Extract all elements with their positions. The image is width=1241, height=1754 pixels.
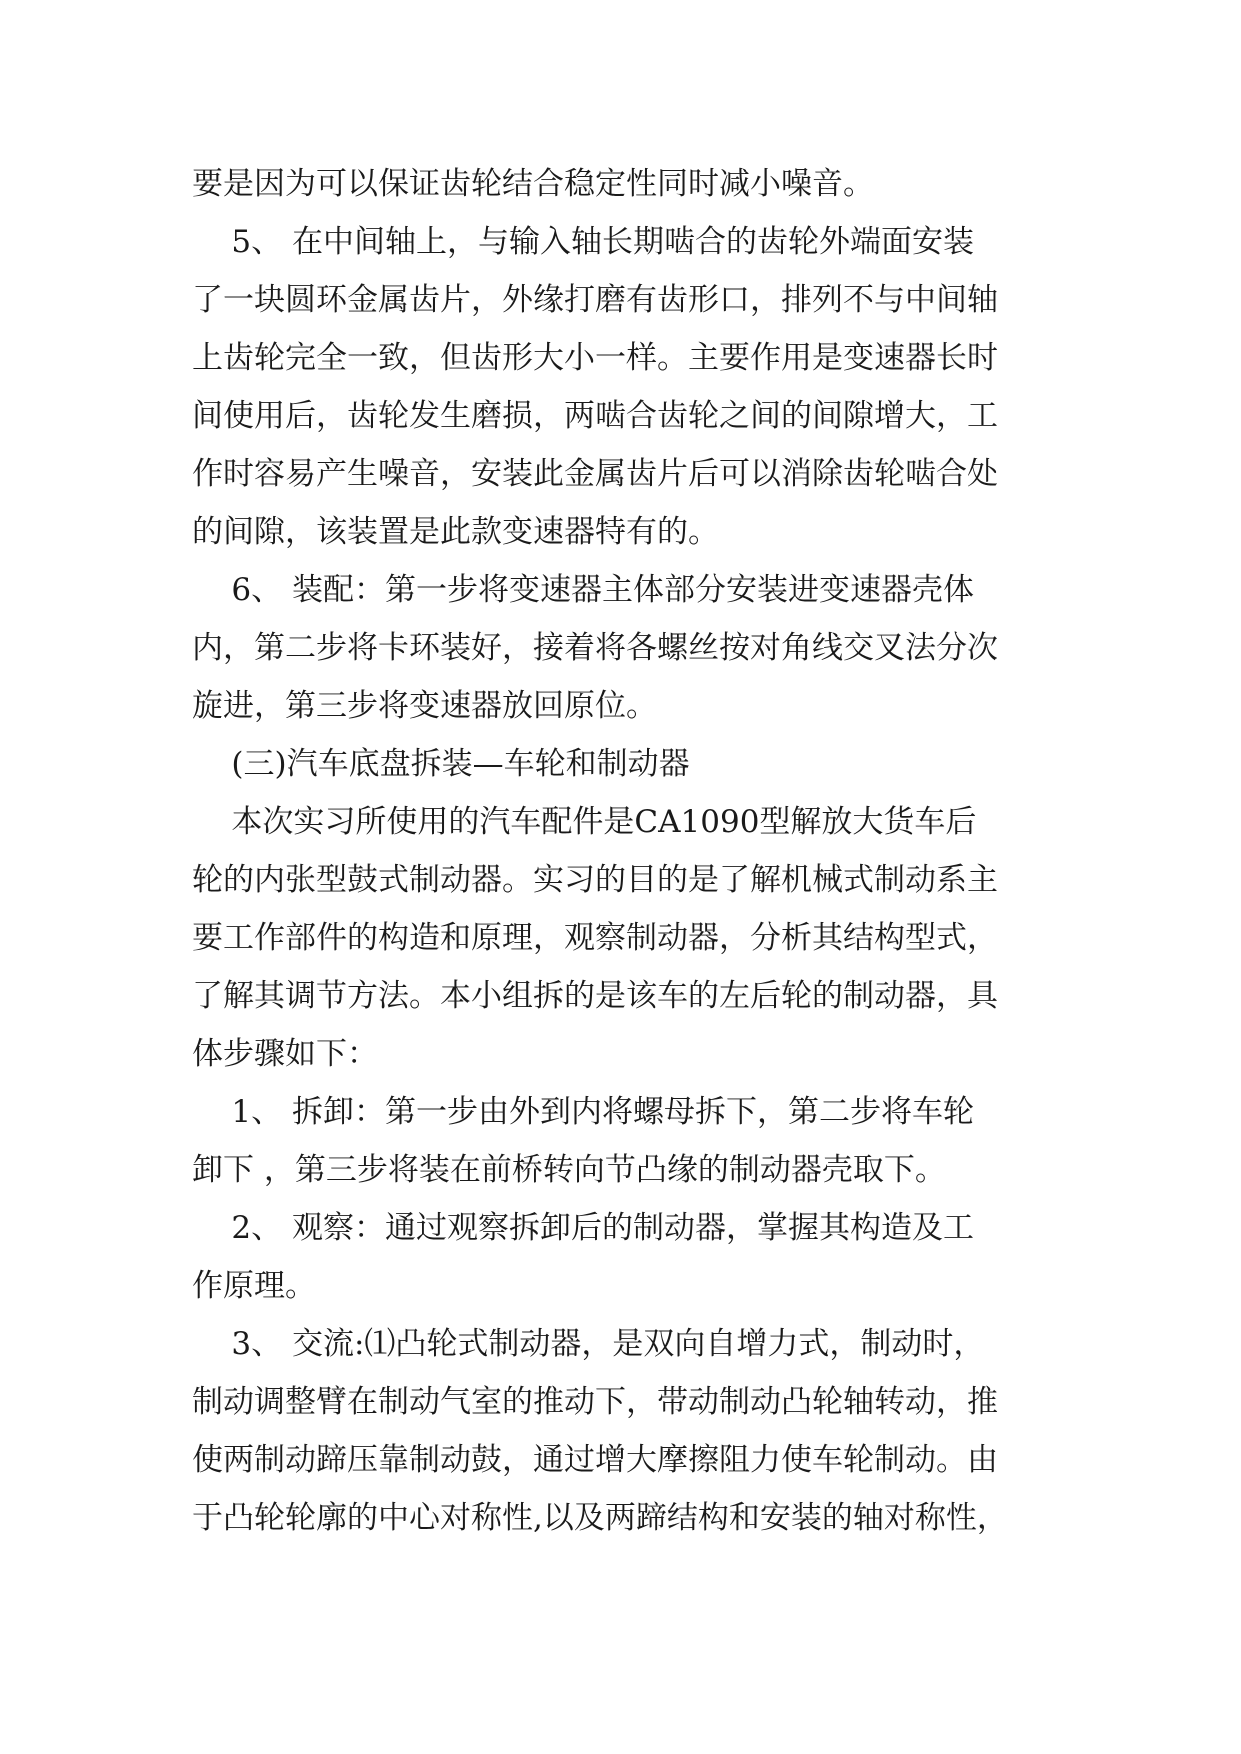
text-line: 1、 拆卸：第一步由外到内将螺母拆下，第二步将车轮 <box>192 1094 974 1130</box>
text-line: 卸下 ，第三步将装在前桥转向节凸缘的制动器壳取下。 <box>192 1152 946 1188</box>
text-line: 本次实习所使用的汽车配件是CA1090型解放大货车后 <box>192 804 977 840</box>
text-line: 的间隙，该装置是此款变速器特有的。 <box>192 514 719 550</box>
text-line: 制动调整臂在制动气室的推动下，带动制动凸轮轴转动，推 <box>192 1384 998 1420</box>
text-line: 间使用后，齿轮发生磨损，两啮合齿轮之间的间隙增大，工 <box>192 398 998 434</box>
text-line: 内，第二步将卡环装好，接着将各螺丝按对角线交叉法分次 <box>192 630 998 666</box>
text-line: 要是因为可以保证齿轮结合稳定性同时减小噪音。 <box>192 166 874 202</box>
text-line: 2、 观察：通过观察拆卸后的制动器，掌握其构造及工 <box>192 1210 974 1246</box>
text-line: 轮的内张型鼓式制动器。实习的目的是了解机械式制动系主 <box>192 862 998 898</box>
text-line: 了解其调节方法。本小组拆的是该车的左后轮的制动器，具 <box>192 978 998 1014</box>
text-line: 使两制动蹄压靠制动鼓，通过增大摩擦阻力使车轮制动。由 <box>192 1442 998 1478</box>
section-heading: (三)汽车底盘拆装—车轮和制动器 <box>192 746 690 782</box>
text-line: 上齿轮完全一致，但齿形大小一样。主要作用是变速器长时 <box>192 340 998 376</box>
document-body <box>192 155 1054 1547</box>
text-line: 作时容易产生噪音，安装此金属齿片后可以消除齿轮啮合处 <box>192 456 998 492</box>
text-line: 于凸轮轮廓的中心对称性,以及两蹄结构和安装的轴对称性， <box>192 1500 1008 1536</box>
text-line: 要工作部件的构造和原理，观察制动器，分析其结构型式， <box>192 920 998 956</box>
text-line: 5、 在中间轴上，与输入轴长期啮合的齿轮外端面安装 <box>192 224 974 260</box>
text-line: 体步骤如下： <box>192 1036 378 1072</box>
text-line: 6、 装配：第一步将变速器主体部分安装进变速器壳体 <box>192 572 974 608</box>
text-line: 3、 交流:⑴凸轮式制动器，是双向自增力式，制动时， <box>192 1326 985 1362</box>
text-line: 了一块圆环金属齿片，外缘打磨有齿形口，排列不与中间轴 <box>192 282 998 318</box>
text-line: 作原理。 <box>192 1268 316 1304</box>
text-line: 旋进，第三步将变速器放回原位。 <box>192 688 657 724</box>
